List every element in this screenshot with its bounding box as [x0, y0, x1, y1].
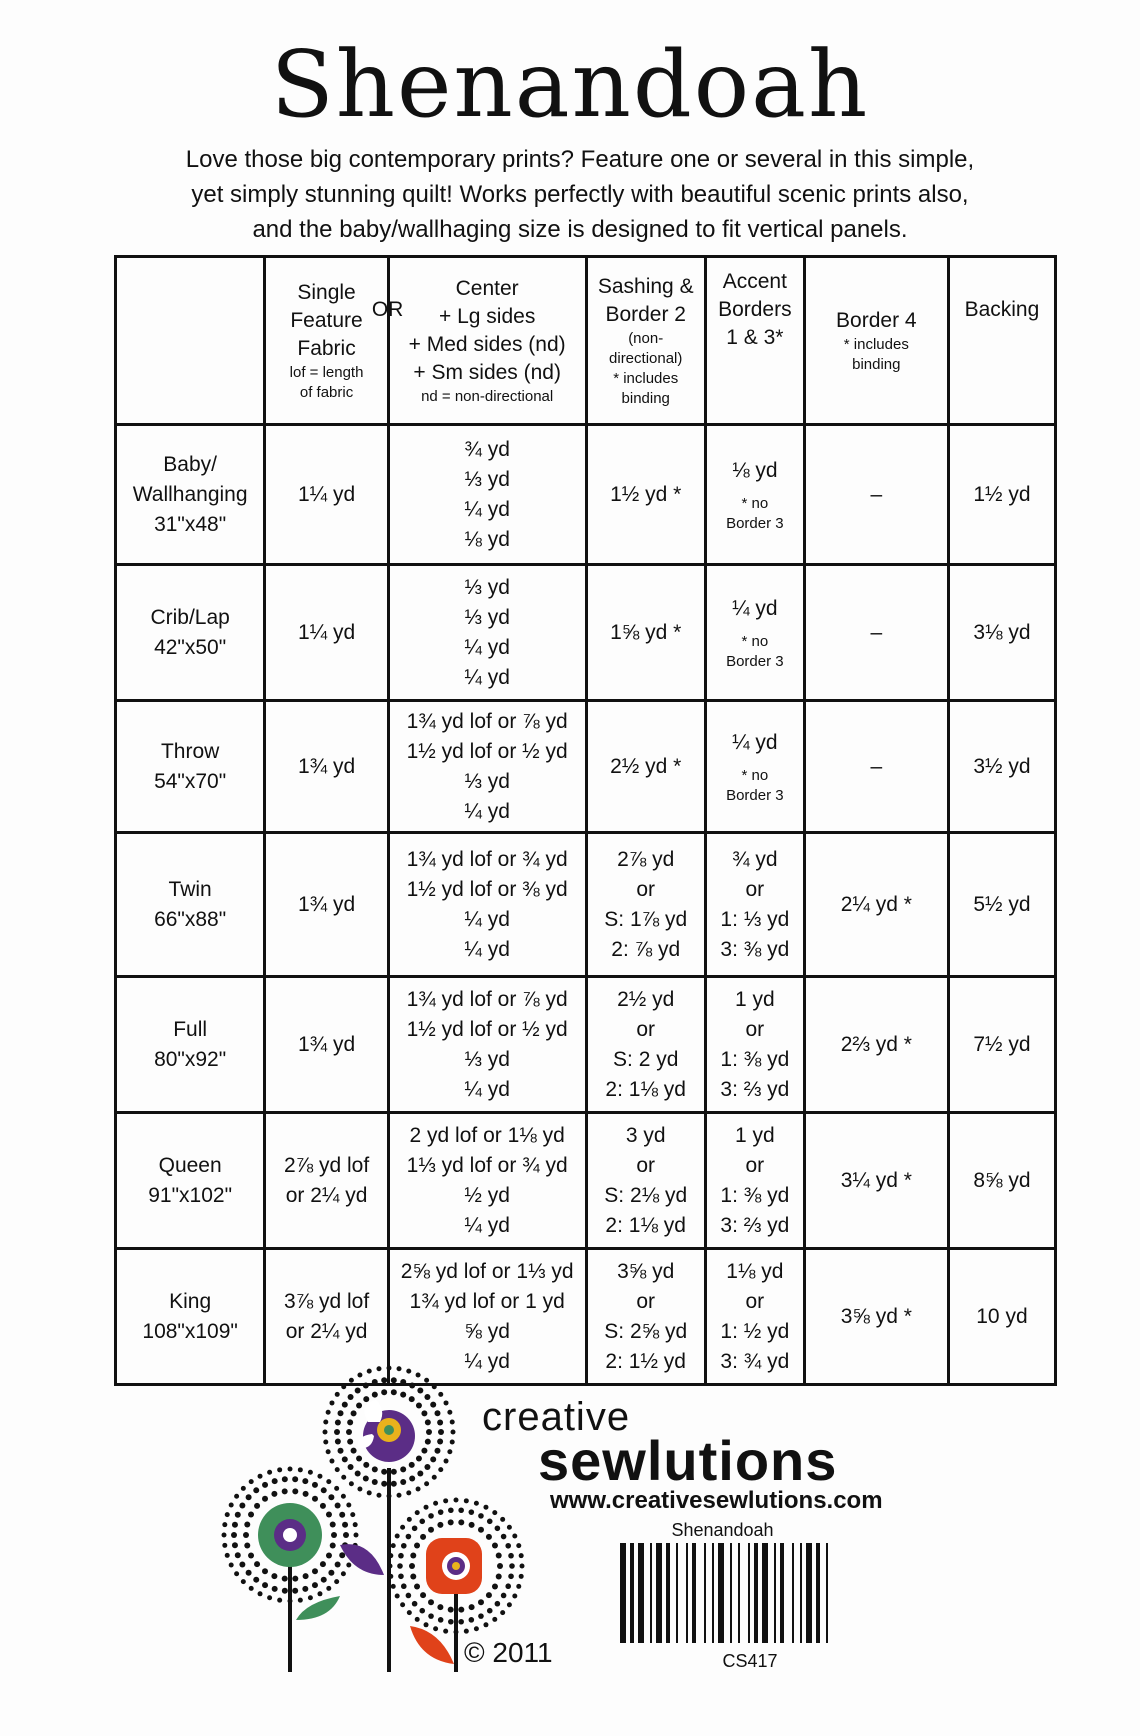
header-text: Border 4 — [836, 308, 917, 332]
header-note: of fabric — [299, 383, 354, 401]
cell-text: 1½ yd — [973, 482, 1031, 506]
cell-text: 8⅝ yd — [973, 1168, 1031, 1192]
cell-text: S: 2⅝ yd — [604, 1319, 688, 1343]
cell-text: ¼ yd — [464, 635, 510, 659]
header-text: Center — [455, 276, 519, 300]
cell-text: or — [745, 1289, 765, 1313]
header-text: Border 2 — [605, 302, 686, 326]
cell-text: 5½ yd — [973, 892, 1031, 916]
cell-text: 1¾ yd — [297, 754, 356, 778]
cell-text: 1¼ yd — [297, 482, 356, 506]
header-note: binding — [852, 355, 901, 373]
cell-text: 3⅝ yd * — [840, 1304, 912, 1328]
header-text: + Lg sides — [439, 304, 536, 328]
cell-text: 3½ yd — [973, 754, 1031, 778]
header-text: Feature — [290, 308, 363, 332]
cell-text: 1: ⅜ yd — [720, 1183, 790, 1207]
cell-note: Border 3 — [726, 786, 784, 804]
cell-text: 3: ¾ yd — [720, 1349, 790, 1373]
cell-text: 1½ yd lof or ⅜ yd — [406, 877, 568, 901]
cell-text: 91"x102" — [148, 1183, 233, 1207]
cell-text: Queen — [158, 1153, 222, 1177]
cell-text: 2⅞ yd — [617, 847, 675, 871]
header-text: Sashing & — [597, 274, 694, 298]
cell-text: S: 2 yd — [613, 1047, 679, 1071]
cell-text: Crib/Lap — [150, 605, 230, 629]
cell-text: 3: ⅜ yd — [720, 937, 790, 961]
cell-text: or — [636, 1289, 656, 1313]
cell-text: ¼ yd — [464, 1349, 510, 1373]
cell-text: ¼ yd — [464, 665, 510, 689]
intro-line: and the baby/wallhaging size is designed to fit vertical panels. — [252, 216, 908, 243]
header-note: * includes — [843, 335, 909, 353]
cell-text: 80"x92" — [154, 1047, 227, 1071]
cell-text: 66"x88" — [154, 907, 227, 931]
cell-text: 7½ yd — [973, 1032, 1031, 1056]
header-note: (non- — [628, 329, 664, 347]
cell-text: ¼ yd — [464, 1077, 510, 1101]
cell-text: 3⅝ yd — [617, 1259, 675, 1283]
cell-text: 2: ⅞ yd — [611, 937, 681, 961]
header-note: lof = length — [289, 363, 364, 381]
header-text: Backing — [964, 298, 1040, 321]
cell-text: 1: ⅜ yd — [720, 1047, 790, 1071]
cell-text: 1: ⅓ yd — [720, 907, 790, 931]
cell-text: ¼ yd — [464, 907, 510, 931]
cell-text: 3 yd — [625, 1123, 666, 1147]
cell-text: 1¾ yd — [297, 892, 356, 916]
cell-text: 1: ½ yd — [720, 1319, 790, 1343]
header-note: binding — [621, 389, 670, 407]
cell-text: 1¼ yd — [297, 620, 356, 644]
cell-text: Wallhanging — [132, 482, 248, 506]
cell-note: * no — [741, 494, 769, 512]
cell-note: * no — [741, 632, 769, 650]
cell-note: * no — [741, 766, 769, 784]
cell-text: 3: ⅔ yd — [720, 1213, 790, 1237]
cell-text: 1¾ yd — [297, 1032, 356, 1056]
cell-text: 2½ yd * — [610, 754, 682, 778]
cell-text: 2⅝ yd lof or 1⅓ yd — [400, 1259, 574, 1283]
cell-text: – — [870, 754, 883, 778]
cell-text: – — [870, 482, 883, 506]
cell-text: 1 yd — [734, 987, 775, 1011]
cell-text: 1½ yd * — [610, 482, 682, 506]
cell-text: 10 yd — [976, 1304, 1028, 1328]
cell-text: ⅓ yd — [464, 605, 510, 629]
cell-text: 54"x70" — [154, 769, 227, 793]
cell-text: or — [636, 877, 656, 901]
cell-text: King — [169, 1289, 212, 1313]
header-note: nd = non-directional — [421, 387, 554, 405]
header-text: Single — [297, 280, 356, 304]
cell-text: 2½ yd — [617, 987, 675, 1011]
cell-text: ⅓ yd — [464, 769, 510, 793]
cell-text: or — [745, 877, 765, 901]
cell-text: 1¾ yd lof or ¾ yd — [406, 847, 568, 871]
cell-text: 1 yd — [734, 1123, 775, 1147]
cell-text: or 2¼ yd — [285, 1183, 368, 1207]
cell-text: 2¼ yd * — [840, 892, 912, 916]
cell-text: ¼ yd — [464, 799, 510, 823]
header-text: 1 & 3* — [726, 326, 784, 349]
cell-text: Full — [173, 1017, 208, 1041]
header-text: Accent — [722, 270, 787, 293]
cell-text: ¼ yd — [464, 497, 510, 521]
cell-text: 1⅛ yd — [726, 1259, 784, 1283]
cell-text: 2: 1⅛ yd — [605, 1077, 686, 1101]
cell-text: ¾ yd — [464, 437, 510, 461]
cell-text: ¼ yd — [732, 730, 778, 754]
page-title: Shenandoah — [270, 31, 870, 138]
header-or: OR — [371, 298, 404, 321]
cell-text: ⅓ yd — [464, 467, 510, 491]
cell-text: ⅓ yd — [464, 575, 510, 599]
cell-text: 1¾ yd lof or ⅞ yd — [406, 987, 568, 1011]
cell-note: Border 3 — [726, 652, 784, 670]
header-text: + Sm sides (nd) — [413, 360, 561, 384]
cell-text: 3⅛ yd — [973, 620, 1031, 644]
cell-text: 1⅝ yd * — [610, 620, 682, 644]
header-note: directional) — [609, 349, 683, 367]
cell-text: Throw — [160, 739, 220, 763]
brand-line2: sewlutions — [538, 1429, 838, 1492]
cell-text: 3: ⅔ yd — [720, 1077, 790, 1101]
cell-text: 1¾ yd lof or 1 yd — [409, 1289, 565, 1313]
cell-text: 108"x109" — [142, 1319, 238, 1343]
cell-text: 3¼ yd * — [840, 1168, 912, 1192]
cell-text: or 2¼ yd — [285, 1319, 368, 1343]
cell-text: ¼ yd — [464, 937, 510, 961]
cell-text: or — [636, 1153, 656, 1177]
cell-text: or — [636, 1017, 656, 1041]
cell-text: ¼ yd — [732, 596, 778, 620]
cell-text: 31"x48" — [154, 512, 227, 536]
cell-text: ⅓ yd — [464, 1047, 510, 1071]
cell-text: S: 2⅛ yd — [604, 1183, 688, 1207]
cell-text: 1⅓ yd lof or ¾ yd — [406, 1153, 568, 1177]
header-text: Borders — [718, 298, 792, 321]
header-text: Fabric — [297, 336, 356, 360]
cell-text: 1¾ yd lof or ⅞ yd — [406, 709, 568, 733]
header-note: * includes — [613, 369, 679, 387]
cell-text: ½ yd — [464, 1183, 510, 1207]
brand-line1: creative — [482, 1395, 631, 1439]
cell-text: 1½ yd lof or ½ yd — [406, 739, 568, 763]
cell-text: S: 1⅞ yd — [604, 907, 688, 931]
cell-text: 2 yd lof or 1⅛ yd — [409, 1123, 565, 1147]
cell-text: ¾ yd — [732, 847, 778, 871]
header-text: + Med sides (nd) — [408, 332, 566, 356]
cell-text: Twin — [168, 877, 212, 901]
brand-url: www.creativesewlutions.com — [550, 1487, 883, 1514]
cell-text: ¼ yd — [464, 1213, 510, 1237]
cell-note: Border 3 — [726, 514, 784, 532]
barcode-sku: CS417 — [722, 1651, 778, 1671]
barcode-name: Shenandoah — [671, 1520, 774, 1540]
cell-text: 42"x50" — [154, 635, 227, 659]
cell-text: 2: 1⅛ yd — [605, 1213, 686, 1237]
cell-text: ⅝ yd — [464, 1319, 510, 1343]
cell-text: Baby/ — [163, 452, 217, 476]
copyright: © 2011 — [464, 1637, 553, 1668]
cell-text: 2⅞ yd lof — [283, 1153, 370, 1177]
cell-text: – — [870, 620, 883, 644]
cell-text: 1½ yd lof or ½ yd — [406, 1017, 568, 1041]
barcode-icon — [618, 1543, 870, 1653]
cell-text: or — [745, 1017, 765, 1041]
cell-text: 2⅔ yd * — [840, 1032, 912, 1056]
cell-text: ⅛ yd — [732, 458, 778, 482]
cell-text: ⅛ yd — [464, 527, 510, 551]
intro-line: Love those big contemporary prints? Feature one or several in this simple, — [185, 146, 975, 173]
cell-text: 3⅞ yd lof — [283, 1289, 370, 1313]
cell-text: or — [745, 1153, 765, 1177]
cell-text: 2: 1½ yd — [605, 1349, 686, 1373]
intro-line: yet simply stunning quilt! Works perfectly with beautiful scenic prints also, — [191, 181, 969, 208]
